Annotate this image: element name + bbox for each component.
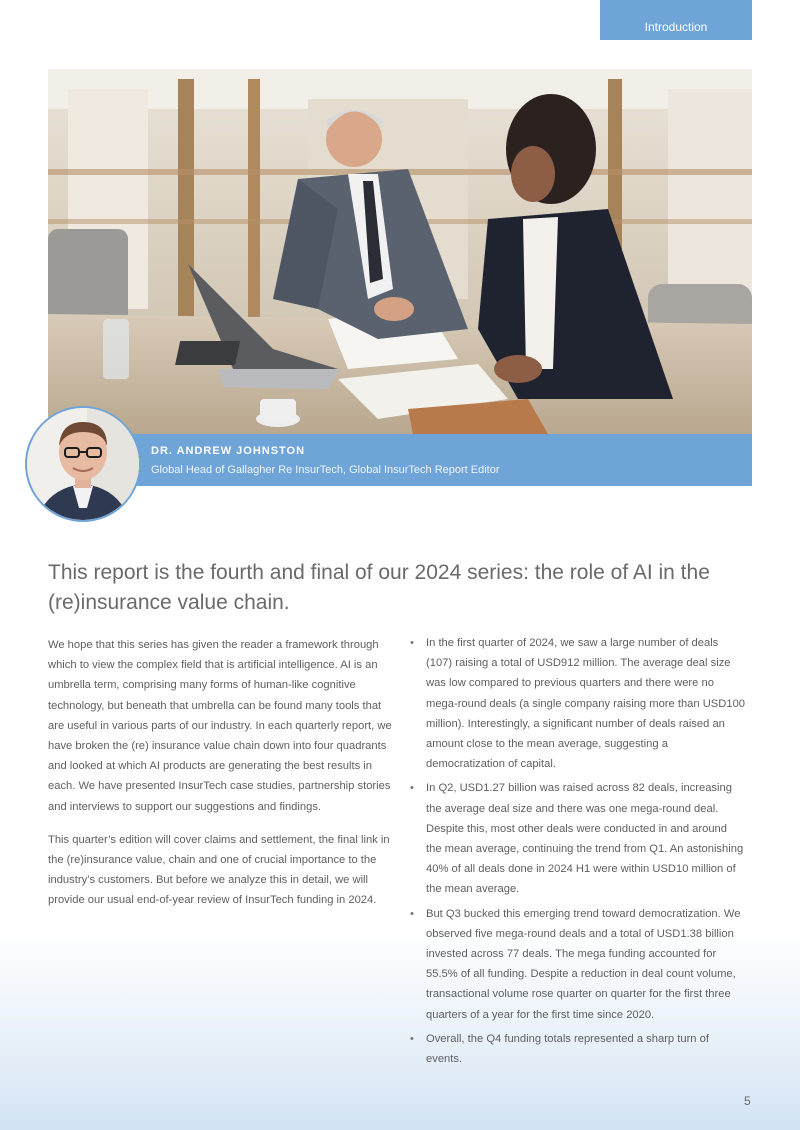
page-number: 5 bbox=[744, 1094, 751, 1108]
author-portrait-image bbox=[27, 408, 139, 520]
left-column bbox=[48, 635, 393, 924]
hero-photo bbox=[48, 69, 752, 434]
intro-paragraph: This quarter’s edition will cover claims and settlement, the final link in the (re)insurance value, chain and one of crucial importance to the industry’s customers. But before we analyze this in detail, we will provide our usual end-of-year review of InsurTech funding in 2024. bbox=[48, 833, 390, 907]
bullet-text: But Q3 bucked this emerging trend toward democratization. We observed five mega-round deals and a total of USD1.38 billion invested across 77 deals. The mega funding accounted for 55.5% of all funding. Despite a reduction in deal count volume, transactional volume rose quarter on quarter for the first three quarters of a year for the first time since 2020. bbox=[426, 907, 741, 1021]
bullet-icon: • bbox=[410, 782, 414, 795]
author-name: DR. ANDREW JOHNSTON bbox=[151, 445, 306, 457]
bullet-icon: • bbox=[410, 1032, 414, 1045]
intro-paragraph: We hope that this series has given the reader a framework through which to view the complex field that is artificial intelligence. AI is an umbrella term, comprising many forms of human-like cognitive technology, but beneath that umbrella can be found many tools that are useful in various parts of our industry. In each quarterly report, we have broken the (re) insurance value chain down into four quadrants and looked at which AI products are generating the best results in each. We have presented InsurTech case studies, partnership stories and interviews to support our suggestions and findings. bbox=[48, 639, 392, 813]
page-headline: This report is the fourth and final of our 2024 series: the role of AI in the (re)insurance value chain. bbox=[48, 561, 710, 614]
office-meeting-image bbox=[48, 69, 752, 434]
author-bio-bar bbox=[48, 434, 752, 486]
author-avatar bbox=[25, 406, 141, 522]
list-item bbox=[410, 633, 745, 774]
list-item bbox=[410, 1029, 745, 1069]
bullet-text: Overall, the Q4 funding totals represented a sharp turn of events. bbox=[426, 1032, 709, 1066]
section-tab bbox=[600, 0, 752, 40]
bullet-text: In Q2, USD1.27 billion was raised across 82 deals, increasing the average deal size and there was one mega-round deal. Despite this, most other deals were conducted in and around the mean average, continuing the trend from Q1. An astonishing 40% of all deals done in 2024 H1 were within USD10 million of the mean average. bbox=[426, 782, 744, 896]
bullet-text: In the first quarter of 2024, we saw a large number of deals (107) raising a total of USD912 million. The average deal size was low compared to previous quarters and there were no mega-round deals (a single company raising more than USD100 million). Interestingly, a significant number of deals raised an amount close to the mean average, suggesting a democratization of capital. bbox=[426, 637, 746, 771]
section-tab-label: Introduction bbox=[644, 20, 708, 34]
list-item bbox=[410, 778, 745, 899]
bullet-icon: • bbox=[410, 637, 414, 649]
author-title: Global Head of Gallagher Re InsurTech, Global InsurTech Report Editor bbox=[151, 464, 500, 476]
funding-bullet-list bbox=[410, 633, 745, 1069]
bullet-icon: • bbox=[410, 907, 414, 920]
list-item bbox=[410, 904, 745, 1025]
right-column bbox=[410, 633, 745, 1073]
